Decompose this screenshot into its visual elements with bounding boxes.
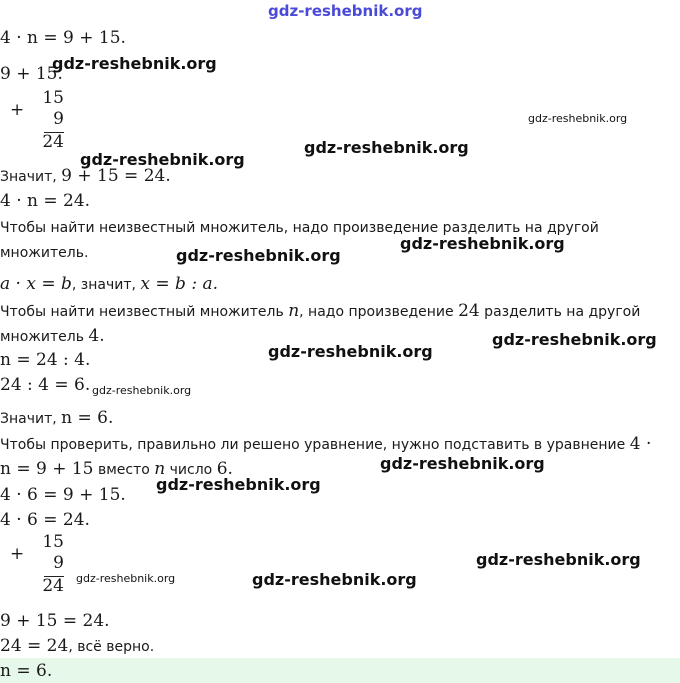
watermark: gdz-reshebnik.org (52, 54, 217, 73)
answer-highlight (0, 658, 680, 683)
watermark: gdz-reshebnik.org (92, 384, 192, 397)
watermark-top[interactable]: gdz-reshebnik.org (268, 2, 423, 20)
watermark: gdz-reshebnik.org (176, 246, 341, 265)
line-check-1: 4 · 6 = 9 + 15. (0, 485, 126, 505)
sum: 24 (42, 576, 64, 596)
watermark: gdz-reshebnik.org (76, 572, 176, 585)
expression: 9 + 15. (0, 64, 63, 84)
column-addition-2 (0, 532, 70, 598)
line-eq-2: 4 · n = 24. (0, 191, 91, 211)
watermark: gdz-reshebnik.org (476, 550, 641, 569)
watermark: gdz-reshebnik.org (304, 138, 469, 157)
rule-2b: множитель 4. (0, 326, 105, 346)
line-conclusion-1: Значит, 9 + 15 = 24. (0, 166, 171, 186)
watermark: gdz-reshebnik.org (400, 234, 565, 253)
watermark: gdz-reshebnik.org (80, 150, 245, 169)
formula-line: a · x = b, значит, x = b : a. (0, 274, 218, 294)
addend-1: 15 (42, 532, 64, 552)
rule-1b: множитель. (0, 245, 89, 261)
watermark: gdz-reshebnik.org (156, 475, 321, 494)
watermark: gdz-reshebnik.org (528, 112, 628, 125)
plus-sign: + (10, 544, 25, 564)
addend-2: 9 (53, 553, 64, 573)
watermark: gdz-reshebnik.org (380, 454, 545, 473)
check-rule-a: Чтобы проверить, правильно ли решено уравнение, нужно подставить в уравнение 4 · (0, 434, 652, 454)
sum: 24 (42, 132, 64, 152)
rule-2a: Чтобы найти неизвестный множитель n, надо произведение 24 разделить на другой (0, 301, 641, 321)
watermark: gdz-reshebnik.org (268, 342, 433, 361)
line-check-2: 4 · 6 = 24. (0, 510, 90, 530)
line-check-3: 9 + 15 = 24. (0, 611, 110, 631)
plus-sign: + (10, 100, 25, 120)
line-eq-4: 24 : 4 = 6. (0, 375, 91, 395)
addend-1: 15 (42, 88, 64, 108)
rule-1a: Чтобы найти неизвестный множитель, надо произведение разделить на другой (0, 220, 599, 236)
watermark: gdz-reshebnik.org (492, 330, 657, 349)
equation-line (0, 28, 126, 49)
line-eq-3: n = 24 : 4. (0, 350, 91, 370)
check-rule-b: n = 9 + 15 вместо n число 6. (0, 459, 233, 479)
column-addition-1 (0, 88, 70, 154)
watermark: gdz-reshebnik.org (252, 570, 417, 589)
equation: 4 · n = 9 + 15. (0, 28, 126, 48)
line-check-4: 24 = 24, всё верно. (0, 636, 155, 656)
addend-2: 9 (53, 109, 64, 129)
final-answer: n = 6. (0, 661, 53, 681)
line-conclusion-2: Значит, n = 6. (0, 408, 114, 428)
